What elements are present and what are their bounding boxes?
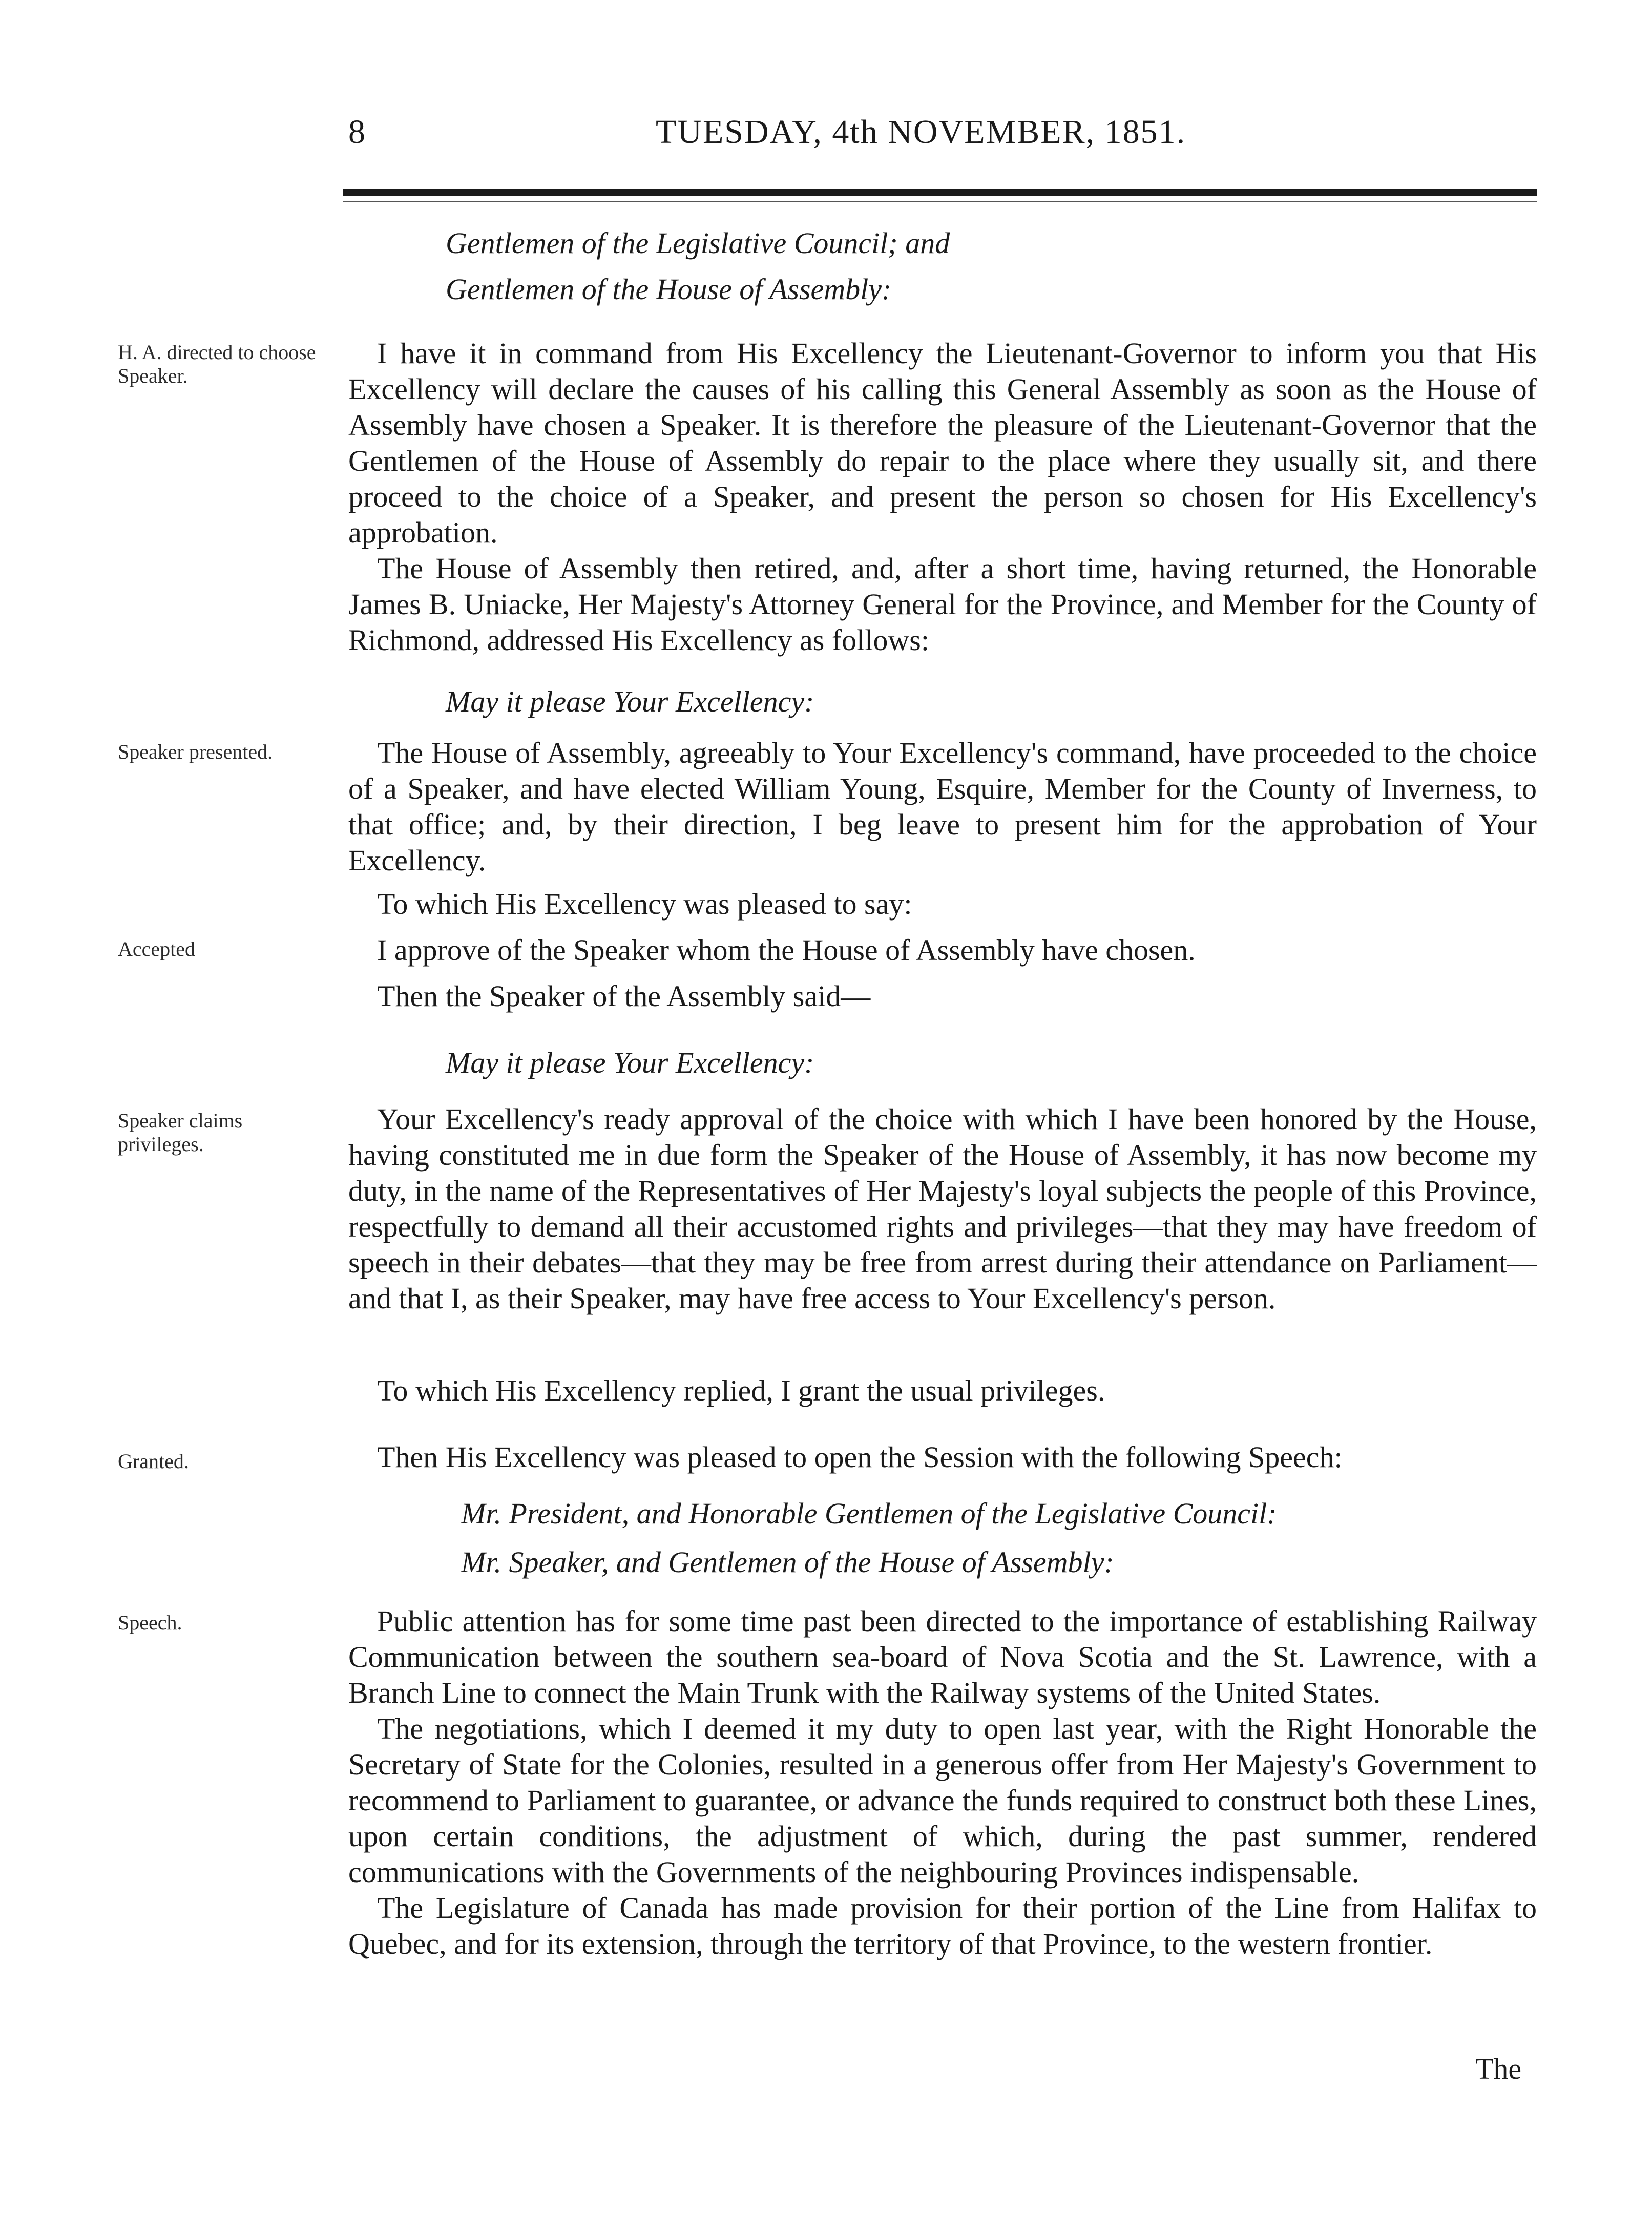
section-speech [348,1603,1537,1962]
section-speaker-said [348,978,1537,1014]
paragraph-presented: The House of Assembly, agreeably to Your Excellency's command, have proceeded to the choice of a Speaker, and have elected William Young, Esquire, Member for the County of Inverness, to that office; and, by their direction, I beg leave to present him for the approbation of Your Excellency. [348,736,1537,877]
paragraph-reply: To which His Excellency was pleased to say: [377,887,912,921]
header-rule [343,189,1537,196]
section-reply [348,886,1537,922]
header-rule-thin [343,201,1537,202]
salutation-1: May it please Your Excellency: [446,685,814,718]
margin-note-speech: Speech. [118,1611,182,1634]
margin-note-presented: Speaker presented. [118,740,273,763]
section-granted [348,1373,1537,1409]
paragraph-command: I have it in command from His Excellency the Lieutenant-Governor to inform you that His Excellency will declare the causes of his calling this General Assembly as soon as the House of Assembly have chosen a Speaker. It is therefore the pleasure of the Lieutenant-Governor that the Gentlemen of the House of Assembly do repair to the place where they usually sit, and there proceed to the choice of a Speaker, and present the person so chosen for His Excellency's approbation. [348,337,1537,549]
paragraph-retired: The House of Assembly then retired, and, after a short time, having returned, the Honorable James B. Uniacke, Her Majesty's Attorney General for the Province, and Member for the County of Richmond, addressed His Excellency as follows: [348,552,1537,657]
address-line-1: Gentlemen of the Legislative Council; and [446,226,950,260]
section-presented [348,735,1537,879]
speech-address-2: Mr. Speaker, and Gentlemen of the House of Assembly: [461,1545,1114,1579]
section-open-session [348,1439,1537,1475]
paragraph-approve: I approve of the Speaker whom the House of Assembly have chosen. [377,933,1196,967]
paragraph-canada: The Legislature of Canada has made provision for their portion of the Line from Halifax to Quebec, and for its extension, through the territory of that Province, to the western frontier. [348,1891,1537,1960]
section-privileges [348,1101,1537,1316]
page-date-heading: TUESDAY, 4th NOVEMBER, 1851. [656,113,1186,151]
section-approve [348,932,1537,968]
margin-note-privileges: Speaker claims privileges. [118,1109,243,1156]
paragraph-negotiations: The negotiations, which I deemed it my duty to open last year, with the Right Honorable the Secretary of State for the Colonies, resulted in a generous offer from Her Majesty's Government to recommend to Parliament to guarantee, or advance the funds required to construct both these Lines, upon certain conditions, the adjustment of which, during the past summer, rendered communications with the Governments of the neighbouring Provinces indispensable. [348,1712,1537,1889]
paragraph-open-session: Then His Excellency was pleased to open the Session with the following Speech: [377,1440,1343,1474]
paragraph-granted: To which His Excellency replied, I grant the usual privileges. [377,1374,1105,1407]
paragraph-privileges: Your Excellency's ready approval of the choice with which I have been honored by the House, having constituted me in due form the Speaker of the House of Assembly, it has now become my duty, in the name of the Representatives of Her Majesty's loyal subjects the people of this Province, respectfully to demand all their accustomed rights and privileges—that they may have freedom of speech in their debates—that they may be free from arrest during their attendance on Parliament—and that I, as their Speaker, may have free access to Your Excellency's person. [348,1102,1537,1315]
catchword: The [1475,2052,1522,2085]
section-command [348,336,1537,658]
margin-note-directed: H. A. directed to choose Speaker. [118,341,316,387]
paragraph-speaker-said: Then the Speaker of the Assembly said— [377,979,871,1013]
margin-note-accepted: Accepted [118,937,196,960]
speech-address-1: Mr. President, and Honorable Gentlemen of the Legislative Council: [461,1497,1277,1530]
paragraph-railway: Public attention has for some time past been directed to the importance of establishing Railway Communication between the southern sea-board of Nova Scotia and the St. Lawrence, with a Branch Line to connect the Main Trunk with the Railway systems of the United States. [348,1604,1537,1709]
page-number: 8 [348,113,366,151]
margin-note-granted: Granted. [118,1450,189,1473]
address-line-2: Gentlemen of the House of Assembly: [446,273,892,306]
salutation-2: May it please Your Excellency: [446,1046,814,1079]
